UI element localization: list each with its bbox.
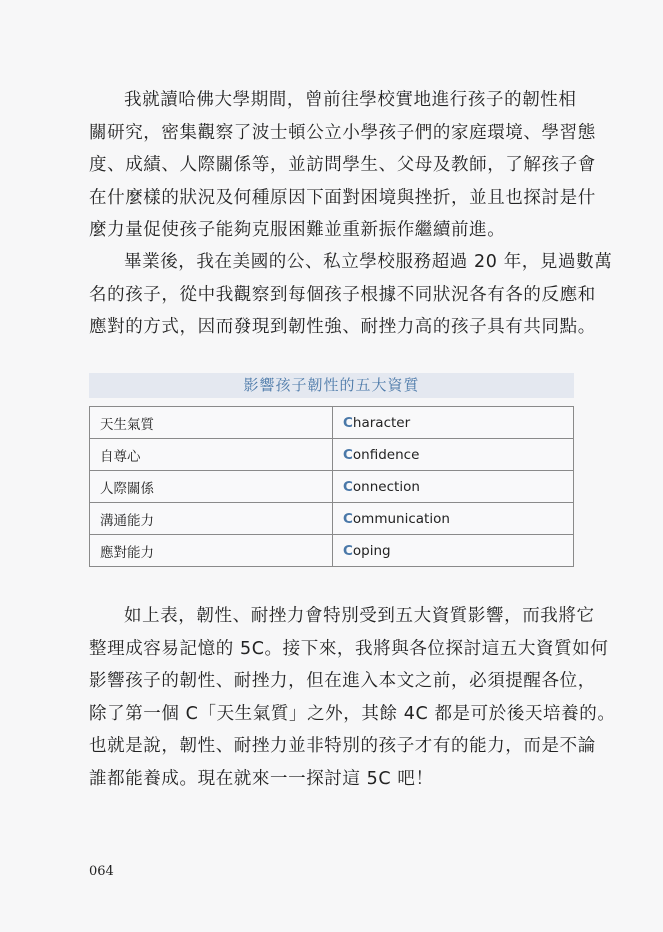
trait-english-rest: onfidence (352, 446, 420, 463)
trait-chinese-cell: 天生氣質 (90, 407, 333, 439)
table-row (90, 535, 574, 567)
trait-initial: C (343, 510, 353, 527)
text-line: 麼力量促使孩子能夠克服困難並重新振作繼續前進。 (89, 220, 506, 240)
trait-english-cell (333, 503, 574, 535)
trait-initial: C (343, 478, 353, 495)
table-row (90, 503, 574, 535)
table-row (90, 439, 574, 471)
trait-english-cell (333, 439, 574, 471)
five-traits-table (89, 406, 574, 567)
table-title: 影響孩子韌性的五大資質 (89, 373, 574, 398)
trait-chinese-cell: 溝通能力 (90, 503, 333, 535)
text-line: 度、成績、人際關係等，並訪問學生、父母及教師，了解孩子會 (89, 155, 596, 175)
text-line: 在什麼樣的狀況及何種原因下面對困境與挫折，並且也探討是什 (89, 187, 596, 208)
trait-initial: C (343, 542, 353, 559)
text-line: 也就是說，韌性、耐挫力並非特別的孩子才有的能力，而是不論 (89, 736, 596, 756)
trait-english-cell (333, 471, 574, 503)
table-row (90, 471, 574, 503)
text-line: 誰都能養成。現在就來一一探討這 5C 吧！ (89, 768, 434, 789)
text-line: 整理成容易記憶的 5C。接下來，我將與各位探討這五大資質如何 (89, 638, 609, 659)
text-line: 我就讀哈佛大學期間，曾前往學校實地進行孩子的韌性相 (124, 90, 577, 110)
trait-initial: C (343, 446, 353, 463)
text-line: 除了第一個 C「天生氣質」之外，其餘 4C 都是可於後天培養的。 (89, 703, 616, 724)
trait-english-rest: haracter (352, 414, 411, 431)
trait-initial: C (343, 414, 353, 431)
trait-english-cell (333, 535, 574, 567)
text-line: 畢業後，我在美國的公、私立學校服務超過 20 年，見過數萬 (124, 252, 613, 272)
text-line: 應對的方式，因而發現到韌性強、耐挫力高的孩子具有共同點。 (89, 317, 596, 337)
trait-english-rest: ommunication (352, 510, 450, 527)
paragraph-harvard-research (89, 84, 596, 247)
trait-english-cell (333, 407, 574, 439)
trait-chinese-cell: 自尊心 (90, 439, 333, 471)
text-line: 影響孩子的韌性、耐挫力，但在進入本文之前，必須提醒各位， (89, 671, 596, 691)
trait-english-rest: oping (352, 542, 391, 559)
text-line: 名的孩子，從中我觀察到每個孩子根據不同狀況各有各的反應和 (89, 284, 596, 305)
text-line: 關研究，密集觀察了波士頓公立小學孩子們的家庭環境、學習態 (89, 122, 596, 143)
table-row (90, 407, 574, 439)
paragraph-five-c-summary (89, 600, 616, 795)
trait-chinese-cell: 應對能力 (90, 535, 333, 567)
trait-chinese-cell: 人際關係 (90, 471, 333, 503)
paragraph-after-graduation (89, 246, 613, 344)
trait-english-rest: onnection (352, 478, 420, 495)
page-number: 064 (89, 864, 114, 879)
text-line: 如上表，韌性、耐挫力會特別受到五大資質影響，而我將它 (124, 606, 595, 626)
